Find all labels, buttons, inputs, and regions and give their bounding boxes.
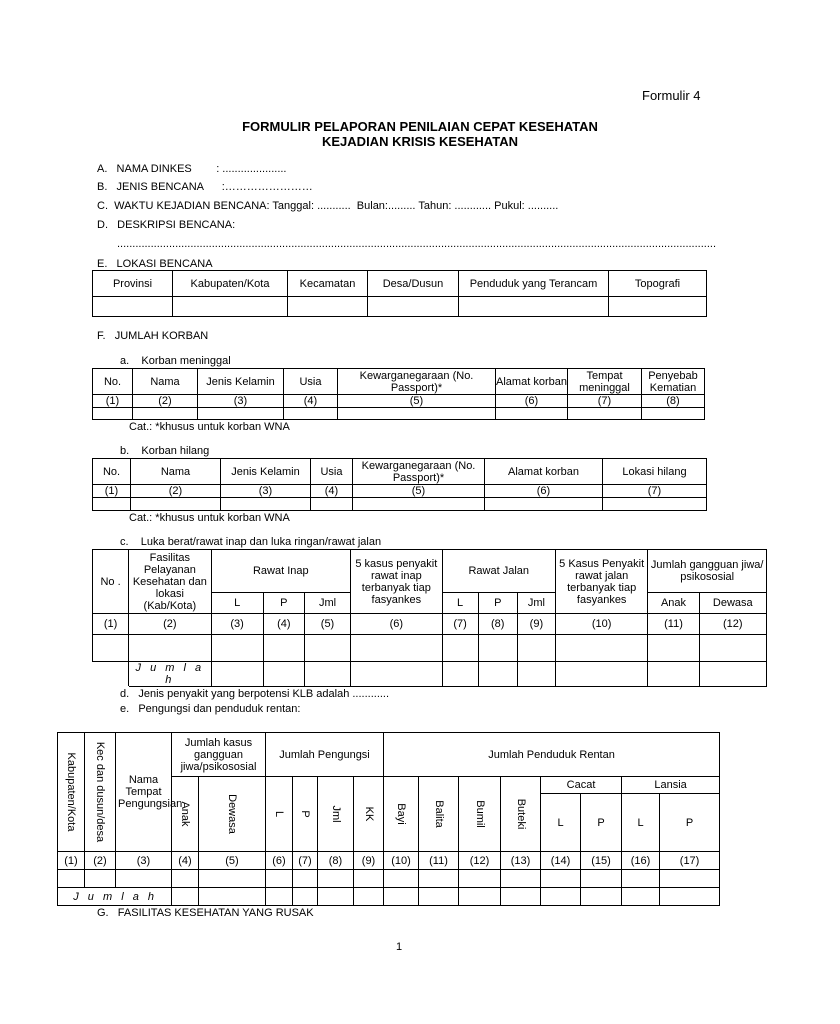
input-cell[interactable] — [131, 498, 221, 511]
input-cell[interactable] — [284, 408, 338, 420]
input-cell[interactable] — [648, 662, 699, 687]
col-number: (7) — [603, 485, 707, 498]
col-number: (2) — [133, 395, 198, 408]
header-usia: Usia — [284, 369, 338, 395]
input-cell[interactable] — [478, 662, 517, 687]
header-jumlah-pengungsi: Jumlah Pengungsi — [266, 733, 384, 777]
input-cell[interactable] — [478, 635, 517, 662]
input-cell[interactable] — [442, 662, 478, 687]
col-number: (2) — [85, 852, 116, 870]
header-no: No. — [93, 369, 133, 395]
input-cell[interactable] — [304, 635, 350, 662]
header-no: No . — [93, 550, 129, 614]
input-cell[interactable] — [93, 408, 133, 420]
header-tempat: Tempat meninggal — [568, 369, 642, 395]
col-number: (9) — [354, 852, 384, 870]
korban-meninggal-table — [92, 368, 705, 420]
input-cell[interactable] — [304, 662, 350, 687]
vheader-bumil: Bumil — [459, 777, 501, 852]
input-cell[interactable] — [221, 498, 311, 511]
input-cell[interactable] — [116, 870, 172, 888]
col-number: (1) — [58, 852, 85, 870]
label-luka: c. Luka berat/rawat inap dan luka ringan/rawat jalan — [120, 536, 382, 548]
field-deskripsi: D. DESKRIPSI BENCANA: — [97, 219, 236, 231]
header-rawat-jalan: Rawat Jalan — [442, 550, 555, 593]
col-number: (6) — [351, 614, 442, 635]
cacat-p: P — [581, 794, 622, 852]
section-fasilitas-rusak: G. FASILITAS KESEHATAN YANG RUSAK — [97, 907, 314, 919]
field-jenis-bencana: B. JENIS BENCANA :…………………… — [97, 181, 313, 193]
col-number: (13) — [501, 852, 541, 870]
header-kasus-inap: 5 kasus penyakit rawat inap terbanyak tiap fasyankes — [351, 550, 442, 614]
col-number: (17) — [660, 852, 720, 870]
jumlah-label: J u m l a h — [129, 662, 211, 687]
col-number: (12) — [459, 852, 501, 870]
input-cell[interactable] — [85, 870, 116, 888]
input-cell[interactable] — [351, 662, 442, 687]
label-korban-hilang: b. Korban hilang — [120, 445, 210, 457]
col-number: (1) — [93, 395, 133, 408]
col-number: (3) — [116, 852, 172, 870]
sub-p: P — [263, 593, 304, 614]
col-number: (6) — [266, 852, 293, 870]
col-number: (8) — [642, 395, 705, 408]
input-cell[interactable] — [172, 870, 199, 888]
input-cell[interactable] — [93, 635, 129, 662]
header-penyebab: Penyebab Kematian — [642, 369, 705, 395]
input-cell[interactable] — [581, 888, 622, 906]
input-cell[interactable] — [660, 870, 720, 888]
page-number: 1 — [396, 941, 403, 953]
korban-hilang-table — [92, 458, 707, 511]
input-cell[interactable] — [93, 297, 173, 317]
form-number: Formulir 4 — [642, 88, 701, 103]
vheader-bayi: Bayi — [384, 777, 419, 852]
field-nama-dinkes: A. NAMA DINKES : ..................... — [97, 163, 287, 175]
input-cell[interactable] — [609, 297, 707, 317]
input-cell[interactable] — [622, 888, 660, 906]
input-cell[interactable] — [129, 635, 211, 662]
input-cell[interactable] — [648, 635, 699, 662]
input-cell[interactable] — [517, 635, 555, 662]
title-line-2: KEJADIAN KRISIS KESEHATAN — [322, 134, 518, 149]
col-number: (7) — [568, 395, 642, 408]
col-number: (3) — [198, 395, 284, 408]
vheader-p: P — [293, 777, 318, 852]
header-kecamatan: Kecamatan — [288, 271, 368, 297]
input-cell[interactable] — [642, 408, 705, 420]
col-number: (10) — [384, 852, 419, 870]
input-cell[interactable] — [384, 888, 419, 906]
header-penduduk-rentan: Jumlah Penduduk Rentan — [384, 733, 720, 777]
header-lokasi-hilang: Lokasi hilang — [603, 459, 707, 485]
vheader-anak: Anak — [172, 777, 199, 852]
sub-dewasa: Dewasa — [699, 593, 766, 614]
header-kewarganegaraan: Kewarganegaraan (No. Passport)* — [353, 459, 485, 485]
col-number: (6) — [485, 485, 603, 498]
header-kasus-jalan: 5 Kasus Penyakit rawat jalan terbanyak tiap fasyankes — [555, 550, 647, 614]
col-number: (3) — [211, 614, 263, 635]
header-cacat: Cacat — [541, 777, 622, 794]
input-cell[interactable] — [318, 870, 354, 888]
header-topografi: Topografi — [609, 271, 707, 297]
col-number: (12) — [699, 614, 766, 635]
header-alamat: Alamat korban — [496, 369, 568, 395]
input-cell[interactable] — [354, 870, 384, 888]
label-korban-meninggal: a. Korban meninggal — [120, 355, 231, 367]
cacat-l: L — [541, 794, 581, 852]
input-cell[interactable] — [384, 870, 419, 888]
header-nama: Nama — [133, 369, 198, 395]
header-fasilitas: Fasilitas Pelayanan Kesehatan dan lokasi (Kab/Kota) — [129, 550, 211, 614]
input-cell[interactable] — [699, 662, 766, 687]
input-cell[interactable] — [581, 870, 622, 888]
col-number: (7) — [293, 852, 318, 870]
input-cell[interactable] — [199, 888, 266, 906]
header-gangguan: Jumlah gangguan jiwa/ psikososial — [648, 550, 767, 593]
col-number: (5) — [338, 395, 496, 408]
header-usia: Usia — [311, 459, 353, 485]
col-number: (7) — [442, 614, 478, 635]
input-cell[interactable] — [699, 635, 766, 662]
header-provinsi: Provinsi — [93, 271, 173, 297]
header-jenis-kelamin: Jenis Kelamin — [198, 369, 284, 395]
input-cell[interactable] — [198, 408, 284, 420]
input-cell[interactable] — [354, 888, 384, 906]
col-number: (4) — [263, 614, 304, 635]
sub-l: L — [442, 593, 478, 614]
vheader-buteki: Buteki — [501, 777, 541, 852]
col-number: (2) — [129, 614, 211, 635]
section-jumlah-korban: F. JUMLAH KORBAN — [97, 330, 209, 342]
sub-jml: Jml — [517, 593, 555, 614]
sub-p: P — [478, 593, 517, 614]
jumlah-label: J u m l a h — [58, 888, 172, 906]
header-no: No. — [93, 459, 131, 485]
input-cell[interactable] — [133, 408, 198, 420]
header-alamat: Alamat korban — [485, 459, 603, 485]
header-desa: Desa/Dusun — [368, 271, 459, 297]
field-waktu-kejadian: C. WAKTU KEJADIAN BENCANA: Tanggal: ........... Bulan:......... Tahun: ............ Pukul: .......... — [97, 200, 559, 212]
header-nama: Nama — [131, 459, 221, 485]
input-cell[interactable] — [496, 408, 568, 420]
col-number: (8) — [318, 852, 354, 870]
col-number: (5) — [199, 852, 266, 870]
input-cell[interactable] — [288, 297, 368, 317]
item-e-pengungsi: e. Pengungsi dan penduduk rentan: — [120, 703, 301, 715]
input-cell[interactable] — [459, 297, 609, 317]
pengungsi-table — [57, 732, 720, 906]
col-number: (6) — [496, 395, 568, 408]
input-cell[interactable] — [318, 888, 354, 906]
header-kabupaten: Kabupaten/Kota — [173, 271, 288, 297]
col-number: (9) — [517, 614, 555, 635]
col-number: (10) — [555, 614, 647, 635]
col-number: (14) — [541, 852, 581, 870]
input-cell[interactable] — [93, 498, 131, 511]
input-cell[interactable] — [368, 297, 459, 317]
input-cell[interactable] — [263, 635, 304, 662]
vheader-l: L — [266, 777, 293, 852]
header-kasus-gangguan: Jumlah kasus gangguan jiwa/psikososial — [172, 733, 266, 777]
input-cell[interactable] — [501, 888, 541, 906]
header-kabupaten-kota: Kabupaten/Kota — [58, 733, 85, 852]
input-cell[interactable] — [485, 498, 603, 511]
input-cell[interactable] — [622, 870, 660, 888]
input-cell[interactable] — [459, 888, 501, 906]
vheader-balita: Balita — [419, 777, 459, 852]
input-cell[interactable] — [541, 870, 581, 888]
col-number: (4) — [284, 395, 338, 408]
input-cell[interactable] — [419, 870, 459, 888]
sub-l: L — [211, 593, 263, 614]
input-cell[interactable] — [568, 408, 642, 420]
input-cell[interactable] — [442, 635, 478, 662]
input-cell[interactable] — [263, 662, 304, 687]
input-cell[interactable] — [266, 888, 293, 906]
note-korban-meninggal: Cat.: *khusus untuk korban WNA — [129, 421, 290, 433]
input-cell[interactable] — [58, 870, 85, 888]
input-cell[interactable] — [660, 888, 720, 906]
input-cell[interactable] — [199, 870, 266, 888]
input-cell[interactable] — [603, 498, 707, 511]
input-cell[interactable] — [517, 662, 555, 687]
input-cell[interactable] — [173, 297, 288, 317]
col-number: (2) — [131, 485, 221, 498]
deskripsi-dots: .................................................................................................................................................................................................... — [117, 238, 717, 250]
input-cell[interactable] — [293, 888, 318, 906]
lansia-l: L — [622, 794, 660, 852]
input-cell[interactable] — [211, 635, 263, 662]
input-cell[interactable] — [172, 888, 199, 906]
input-cell[interactable] — [293, 870, 318, 888]
vheader-kk: KK — [354, 777, 384, 852]
vheader-jml: Jml — [318, 777, 354, 852]
header-kec-dusun: Kec dan dusun/desa — [85, 733, 116, 852]
col-number: (15) — [581, 852, 622, 870]
header-rawat-inap: Rawat Inap — [211, 550, 351, 593]
lansia-p: P — [660, 794, 720, 852]
col-number: (4) — [311, 485, 353, 498]
col-number: (5) — [353, 485, 485, 498]
input-cell[interactable] — [419, 888, 459, 906]
col-number: (11) — [648, 614, 699, 635]
header-lansia: Lansia — [622, 777, 720, 794]
note-korban-hilang: Cat.: *khusus untuk korban WNA — [129, 512, 290, 524]
section-lokasi: E. LOKASI BENCANA — [97, 258, 213, 270]
header-jenis-kelamin: Jenis Kelamin — [221, 459, 311, 485]
header-nama-tempat: Nama Tempat Pengungsian — [116, 733, 172, 852]
sub-jml: Jml — [304, 593, 350, 614]
input-cell[interactable] — [555, 635, 647, 662]
input-cell[interactable] — [338, 408, 496, 420]
col-number: (3) — [221, 485, 311, 498]
luka-table — [92, 549, 767, 687]
lokasi-table — [92, 270, 707, 317]
col-number: (5) — [304, 614, 350, 635]
input-cell[interactable] — [211, 662, 263, 687]
sub-anak: Anak — [648, 593, 699, 614]
input-cell[interactable] — [501, 870, 541, 888]
input-cell[interactable] — [555, 662, 647, 687]
header-penduduk-terancam: Penduduk yang Terancam — [459, 271, 609, 297]
col-number: (1) — [93, 485, 131, 498]
input-cell[interactable] — [351, 635, 442, 662]
col-number: (16) — [622, 852, 660, 870]
title-line-1: FORMULIR PELAPORAN PENILAIAN CEPAT KESEHATAN — [242, 119, 598, 134]
vheader-dewasa: Dewasa — [199, 777, 266, 852]
input-cell[interactable] — [459, 870, 501, 888]
col-number: (1) — [93, 614, 129, 635]
col-number: (4) — [172, 852, 199, 870]
input-cell[interactable] — [311, 498, 353, 511]
col-number: (11) — [419, 852, 459, 870]
input-cell[interactable] — [541, 888, 581, 906]
item-d-klb: d. Jenis penyakit yang berpotensi KLB adalah ............ — [120, 688, 390, 700]
col-number: (8) — [478, 614, 517, 635]
input-cell[interactable] — [266, 870, 293, 888]
header-kewarganegaraan: Kewarganegaraan (No. Passport)* — [338, 369, 496, 395]
input-cell[interactable] — [353, 498, 485, 511]
